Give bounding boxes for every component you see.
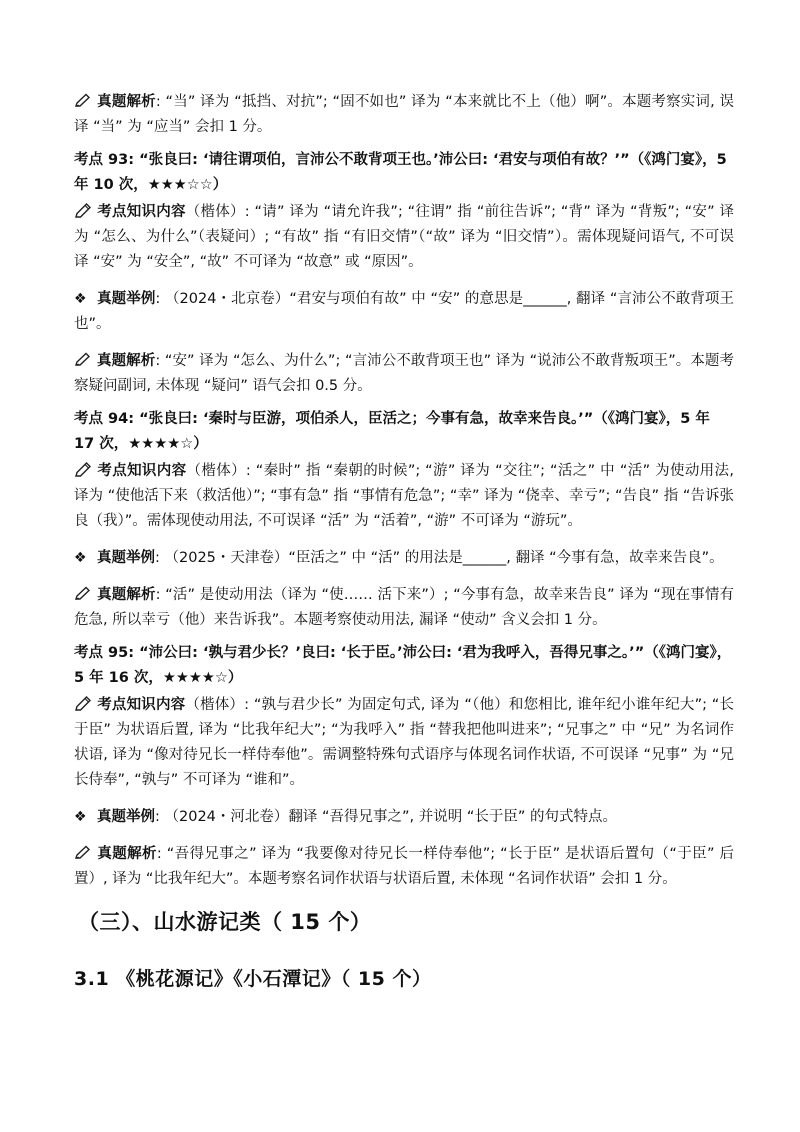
paragraph-label: 真题举例 — [97, 809, 155, 825]
analysis-paragraph — [74, 842, 734, 892]
spacer — [74, 337, 734, 349]
diamond-bullet-icon: ❖ — [74, 809, 87, 825]
paragraph-label: 真题举例 — [97, 291, 156, 307]
edit-pencil-icon — [74, 693, 94, 718]
spacer — [74, 571, 734, 583]
paragraph-label: 真题解析 — [97, 94, 156, 110]
analysis-paragraph — [74, 349, 734, 399]
section-heading: （三）、山水游记类（ 15 个） — [78, 910, 372, 934]
paragraph-text: （楷体）: “孰与君少长” 为固定句式, 译为 “（他）和您相比, 谁年纪小谁年纪大”; “长于臣” 为状语后置, 译为 “比我年纪大”; “为我呼入” 指 “替我把他叫进来”; “兄事之” 中 “兄” 为名词作状语, 译为 “像对待兄长一样侍奉他”。需调整特殊句式语序与体现名词作状语, 不可误译 “兄事” 为 “兄长侍奉”, “孰与” 不可译为 “谁和”。 — [74, 697, 735, 788]
paragraph-text: : “当” 译为 “抵挡、对抗”; “固不如也” 译为 “本来就比不上（他）啊”。本题考察实词, 误译 “当” 为 “应当” 会扣 1 分。 — [74, 94, 734, 135]
exam-point-heading — [74, 407, 734, 457]
pencil-icon — [74, 90, 94, 115]
paragraph-text: : （2024・河北卷）翻译 “吾得兄事之”, 并说明 “长于臣” 的句式特点。 — [155, 809, 617, 825]
knowledge-paragraph — [74, 693, 734, 793]
paragraph-label: 考点知识内容 — [97, 463, 187, 479]
paragraph-label: 真题举例 — [97, 550, 155, 566]
spacer — [74, 534, 734, 546]
paragraph-text: （楷体）: “请” 译为 “请允许我”; “往谓” 指 “前往告诉”; “背” 译为 “背叛”; “安” 译为 “怎么、为什么”（表疑问）; “有故” 指 “有旧交情”（“故” 译为 “旧交情”）。需体现疑问语气, 不可误译 “安” 为 “安全”, “故” 不可译为 “故意” 或 “原因”。 — [74, 204, 734, 270]
spacer — [74, 275, 734, 287]
analysis-paragraph — [74, 90, 734, 140]
analysis-paragraph — [74, 583, 734, 633]
paragraph-label: 考点知识内容 — [97, 697, 186, 713]
paragraph-text: : “活” 是使动用法（译为 “使…… 活下来”）; “今事有急，故幸来告良” 译为 “现在事情有危急, 所以幸亏（他）来告诉我”。本题考察使动用法, 漏译 “使动” 含义会扣 1 分。 — [74, 587, 734, 628]
paragraph-text: : “安” 译为 “怎么、为什么”; “言沛公不敢背项王也” 译为 “说沛公不敢背叛项王”。本题考察疑问副词, 未体现 “疑问” 语气会扣 0.5 分。 — [74, 353, 734, 394]
knowledge-paragraph — [74, 459, 734, 534]
diamond-bullet-icon: ❖ — [74, 550, 87, 566]
spacer — [74, 399, 734, 407]
exam-point-text: 考点 93: “张良曰: ‘请往谓项伯，言沛公不敢背项王也。’沛公曰: ‘君安与项伯有故？’”（《鸿门宴》，5 年 10 次，★★★☆☆） — [74, 152, 727, 193]
example-paragraph — [74, 805, 734, 830]
paragraph-label: 真题解析 — [97, 846, 157, 862]
spacer — [74, 830, 734, 842]
paragraph-text: : （2024・北京卷）“君安与项伯有故” 中 “安” 的意思是______, 翻译 “言沛公不敢背项王也”。 — [74, 291, 735, 332]
exam-point-heading — [74, 641, 734, 691]
example-paragraph — [74, 546, 734, 571]
pencil-icon — [74, 842, 94, 867]
spacer — [74, 633, 734, 641]
paragraph-label: 真题解析 — [97, 353, 156, 369]
knowledge-paragraph — [74, 200, 734, 275]
exam-point-text: 考点 94: “张良曰: ‘秦时与臣游，项伯杀人，臣活之；今事有急，故幸来告良。’”（《鸿门宴》，5 年 17 次，★★★★☆） — [74, 411, 710, 452]
subsection-heading: 3.1 《桃花源记》《小石潭记》（ 15 个） — [74, 968, 432, 990]
spacer — [74, 892, 734, 894]
paragraph-label: 真题解析 — [97, 587, 156, 603]
diamond-bullet-icon: ❖ — [74, 291, 87, 307]
exam-point-text: 考点 95: “沛公曰: ‘孰与君少长？’良曰: ‘长于臣。’沛公曰: ‘君为我呼入，吾得兄事之。’”（《鸿门宴》，5 年 16 次，★★★★☆） — [74, 645, 732, 686]
document-body — [74, 90, 734, 894]
paragraph-text: （楷体）: “秦时” 指 “秦朝的时候”; “游” 译为 “交往”; “活之” 中 “活” 为使动用法, 译为 “使他活下来（救活他）”; “事有急” 指 “事情有危急”; “幸” 译为 “侥幸、幸亏”; “告良” 指 “告诉张良（我）”。需体现使动用法, 不可误译 “活” 为 “活着”, “游” 不可译为 “游玩”。 — [74, 463, 734, 529]
edit-pencil-icon — [74, 459, 94, 484]
paragraph-label: 考点知识内容 — [97, 204, 186, 220]
paragraph-text: : “吾得兄事之” 译为 “我要像对待兄长一样侍奉他”; “长于臣” 是状语后置句（“于臣” 后置）, 译为 “比我年纪大”。本题考察名词作状语与状语后置, 未体现 “名词作状语” 会扣 1 分。 — [74, 846, 734, 887]
edit-pencil-icon — [74, 200, 94, 225]
pencil-icon — [74, 349, 94, 374]
example-paragraph — [74, 287, 734, 337]
spacer — [74, 793, 734, 805]
spacer — [74, 140, 734, 148]
pencil-icon — [74, 583, 94, 608]
paragraph-text: : （2025・天津卷）“臣活之” 中 “活” 的用法是______, 翻译 “今事有急，故幸来告良”。 — [155, 550, 724, 566]
exam-point-heading — [74, 148, 734, 198]
